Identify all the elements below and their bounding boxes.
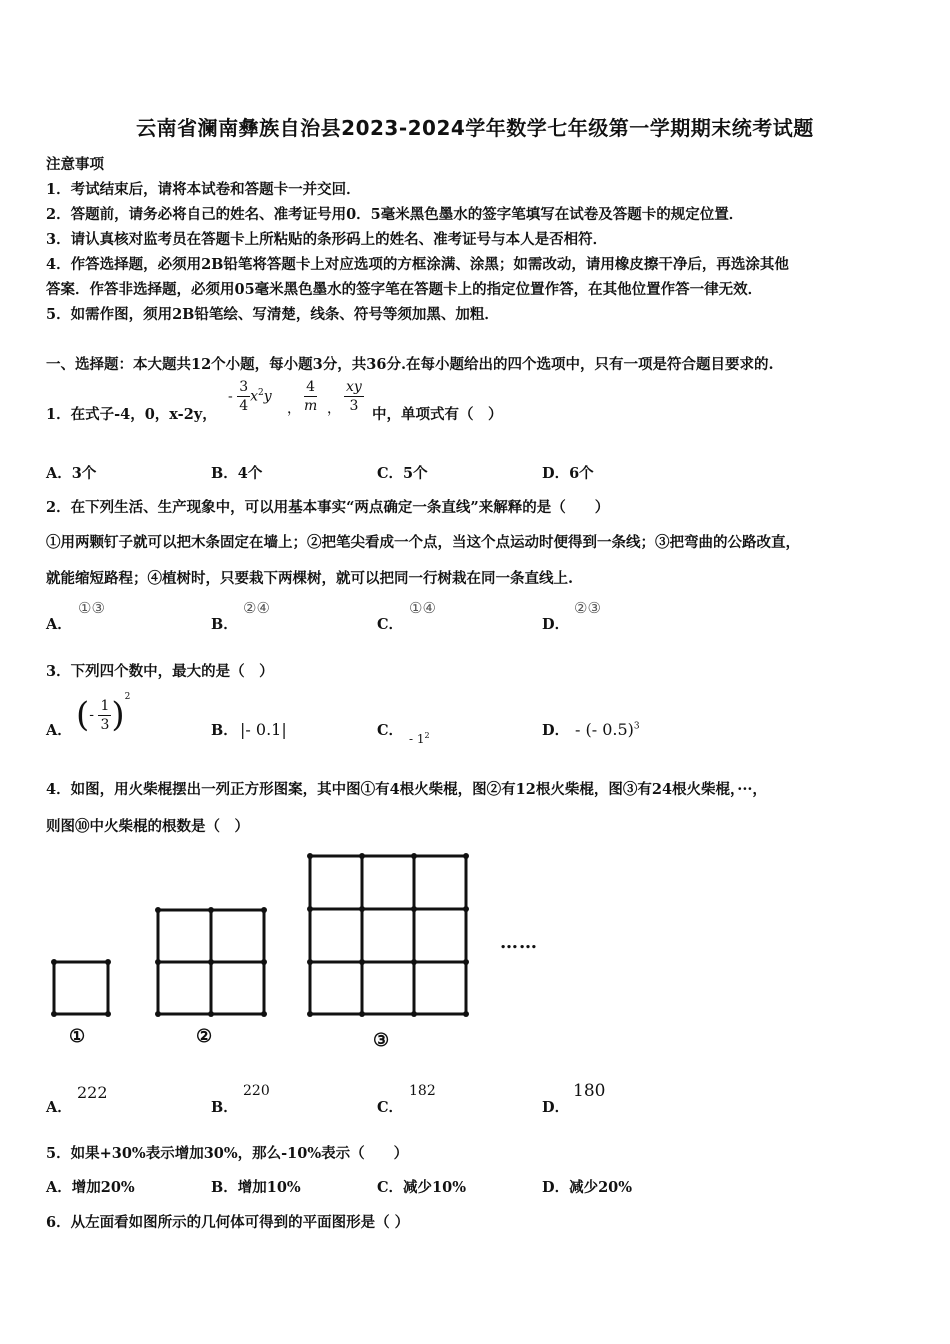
q1-option-c[interactable]: C．5个	[377, 465, 428, 482]
q3-a-sign: -	[89, 707, 94, 723]
notice-item-5: 5．如需作图，须用2B铅笔绘、写清楚，线条、符号等须加黑、加粗．	[46, 306, 499, 323]
notice-item-1: 1．考试结束后，请将本试卷和答题卡一并交回．	[46, 181, 361, 198]
matchstick-figure	[40, 838, 600, 1068]
q2-c-letter: C．	[377, 616, 404, 633]
q5-option-a[interactable]: A．增加20%	[46, 1179, 135, 1196]
q2-option-a[interactable]	[46, 613, 72, 634]
q4-stem-2: 则图⑩中火柴棍的根数是（ ）	[46, 818, 249, 835]
q1-option-b[interactable]: B．4个	[211, 465, 263, 482]
q2-b-value: ②④	[243, 599, 270, 617]
q1-f1-x: x	[250, 388, 259, 405]
q1-f1-exp: 2	[258, 387, 264, 398]
figure-3-grid	[310, 856, 466, 1014]
q5-option-d[interactable]: D．减少20%	[542, 1179, 633, 1196]
figure-1-joints	[51, 959, 111, 1017]
q1-f3-num: xy	[346, 379, 362, 395]
q2-b-letter: B．	[211, 616, 238, 633]
q1-option-a[interactable]: A．3个	[46, 465, 97, 482]
q1-f1-frac	[237, 378, 250, 415]
q1-f2-den: m	[304, 398, 318, 414]
q5-option-c[interactable]: C．减少10%	[377, 1179, 466, 1196]
q3-b-letter: B．	[211, 722, 238, 739]
q1-comma-2: ，	[327, 401, 341, 417]
q1-comma-1: ，	[287, 401, 301, 417]
q3-d-letter: D．	[542, 722, 570, 739]
figure-2-label: ②	[196, 1026, 213, 1047]
q1-f3-den: 3	[349, 398, 359, 414]
q1-option-d[interactable]: D．6个	[542, 465, 594, 482]
q3-c-value: - 1	[409, 732, 425, 746]
q3-d-exp: 3	[633, 721, 640, 732]
q1-f2-num: 4	[304, 378, 317, 397]
q3-d-expression	[575, 720, 640, 739]
q3-b-value: |- 0.1|	[240, 720, 287, 739]
q2-body-1: ①用两颗钉子就可以把木条固定在墙上；②把笔尖看成一个点，当这个点运动时便得到一条线；③把弯曲的公路改直，	[46, 534, 800, 551]
q1-fraction-2	[304, 378, 317, 415]
q4-option-c[interactable]	[377, 1096, 403, 1117]
q3-a-expression: (- $\frac{1}{3}$ )$^2$	[76, 692, 131, 735]
q1-stem-end: 中，单项式有（ ）	[372, 406, 503, 423]
q3-d-value: - (- 0.5)	[575, 720, 634, 739]
q4-d-value: 180	[573, 1081, 606, 1101]
section-heading: 一、选择题：本大题共12个小题，每小题3分，共36分.在每小题给出的四个选项中，只有一项是符合题目要求的.	[46, 356, 774, 373]
figure-ellipsis: ……	[500, 932, 538, 953]
q5-stem: 5．如果+30%表示增加30%，那么-10%表示（ ）	[46, 1145, 409, 1162]
q2-body-2: 就能缩短路程；④植树时，只要栽下两棵树，就可以把同一行树栽在同一条直线上.	[46, 570, 574, 587]
q1-fraction-1	[228, 378, 272, 415]
q4-option-a[interactable]	[46, 1096, 72, 1117]
notice-item-2: 2．答题前，请务必将自己的姓名、准考证号用0．5毫米黑色墨水的签字笔填写在试卷及答题卡的规定位置．	[46, 206, 744, 223]
q3-a-letter: A．	[46, 722, 72, 739]
notice-item-3: 3．请认真核对监考员在答题卡上所粘贴的条形码上的姓名、准考证号与本人是否相符．	[46, 231, 608, 248]
page-title: 云南省澜南彝族自治县2023-2024学年数学七年级第一学期期末统考试题	[136, 116, 814, 140]
q3-option-d[interactable]	[542, 719, 569, 740]
q4-c-letter: C．	[377, 1099, 404, 1116]
q3-option-b[interactable]	[211, 719, 238, 740]
q2-a-value: ①③	[78, 599, 105, 617]
q2-option-d[interactable]	[542, 613, 569, 634]
q6-stem: 6．从左面看如图所示的几何体可得到的平面图形是（ ）	[46, 1214, 410, 1231]
q4-option-d[interactable]	[542, 1096, 569, 1117]
q3-c-letter: C．	[377, 722, 404, 739]
q1-f1-num: 3	[239, 379, 249, 395]
q4-d-letter: D．	[542, 1099, 570, 1116]
figure-1-label: ①	[69, 1026, 86, 1047]
q3-a-exp: 2	[124, 692, 131, 703]
q3-stem: 3．下列四个数中，最大的是（ ）	[46, 663, 274, 680]
q1-stem-start: 1．在式子-4，0，x-2y，	[46, 406, 217, 423]
q4-b-letter: B．	[211, 1099, 238, 1116]
q5-option-b[interactable]: B．增加10%	[211, 1179, 301, 1196]
q1-fraction-3	[344, 378, 364, 415]
q4-a-value: 222	[77, 1083, 108, 1102]
q2-c-value: ①④	[409, 599, 436, 617]
q4-c-value: 182	[409, 1083, 436, 1099]
q3-a-den: 3	[100, 716, 110, 733]
q2-d-letter: D．	[542, 616, 570, 633]
notice-item-4-cont: 答案．作答非选择题，必须用05毫米黑色墨水的签字笔在答题卡上的指定位置作答，在其他位置作答一律无效．	[46, 281, 763, 298]
q3-option-c[interactable]	[377, 719, 403, 740]
q4-stem: 4．如图，用火柴棍摆出一列正方形图案，其中图①有4根火柴棍，图②有12根火柴棍，图③有24根火柴棍，···，	[46, 781, 767, 798]
figure-1-grid	[54, 962, 108, 1014]
q4-option-b[interactable]	[211, 1096, 238, 1117]
figure-3-joints	[307, 853, 469, 1017]
q3-option-a[interactable]	[46, 719, 72, 740]
q2-option-b[interactable]	[211, 613, 238, 634]
notice-item-4: 4．作答选择题，必须用2B铅笔将答题卡上对应选项的方框涂满、涂黑；如需改动，请用橡皮擦干净后，再选涂其他	[46, 256, 789, 273]
q1-f1-sign: -	[228, 388, 233, 405]
q3-c-exp: 2	[424, 731, 430, 740]
figure-3-label: ③	[373, 1030, 390, 1051]
q2-stem: 2．在下列生活、生产现象中，可以用基本事实“两点确定一条直线”来解释的是（ ）	[46, 499, 610, 516]
q2-a-letter: A．	[46, 616, 72, 633]
q4-a-letter: A．	[46, 1099, 72, 1116]
q2-option-c[interactable]	[377, 613, 403, 634]
q1-f1-y: y	[263, 388, 272, 405]
q1-f1-den: 4	[239, 398, 249, 414]
notice-heading: 注意事项	[46, 156, 104, 173]
q3-c-expression	[409, 731, 430, 746]
q3-a-num: 1	[100, 697, 110, 714]
q4-b-value: 220	[243, 1083, 270, 1099]
q2-d-value: ②③	[574, 599, 601, 617]
